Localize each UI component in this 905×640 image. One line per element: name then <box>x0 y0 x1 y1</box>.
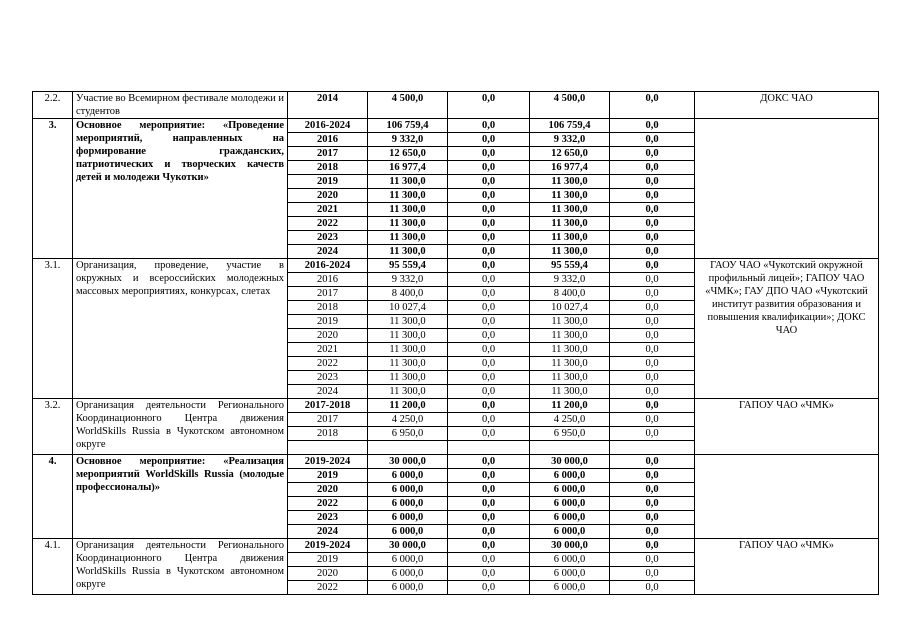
total-amount: 11 300,0 <box>368 329 448 343</box>
total-amount: 4 250,0 <box>368 413 448 427</box>
activity-name: Организация, проведение, участие в окружных и всероссийских молодежных массовых мероприятиях, конкурсах, слетах <box>73 259 288 399</box>
period: 2020 <box>288 483 368 497</box>
regional-amount: 11 300,0 <box>530 231 610 245</box>
other-amount: 0,0 <box>610 301 695 315</box>
other-amount: 0,0 <box>610 92 695 119</box>
total-amount: 11 300,0 <box>368 217 448 231</box>
regional-amount: 11 300,0 <box>530 217 610 231</box>
responsible-organization: ГАПОУ ЧАО «ЧМК» <box>695 539 879 595</box>
total-amount: 9 332,0 <box>368 273 448 287</box>
regional-amount: 6 000,0 <box>530 525 610 539</box>
total-amount: 11 300,0 <box>368 315 448 329</box>
period: 2017-2018 <box>288 399 368 413</box>
period <box>288 441 368 455</box>
budget-table <box>32 91 879 595</box>
other-amount: 0,0 <box>610 469 695 483</box>
federal-amount: 0,0 <box>448 245 530 259</box>
activity-name: Участие во Всемирном фестивале молодежи и студентов <box>73 92 288 119</box>
other-amount: 0,0 <box>610 427 695 441</box>
row-number: 3. <box>33 119 73 259</box>
period: 2019 <box>288 315 368 329</box>
other-amount: 0,0 <box>610 497 695 511</box>
other-amount: 0,0 <box>610 329 695 343</box>
other-amount: 0,0 <box>610 343 695 357</box>
total-amount: 6 000,0 <box>368 525 448 539</box>
responsible-organization: ГАПОУ ЧАО «ЧМК» <box>695 399 879 455</box>
regional-amount: 6 000,0 <box>530 497 610 511</box>
other-amount: 0,0 <box>610 385 695 399</box>
other-amount: 0,0 <box>610 455 695 469</box>
period: 2017 <box>288 413 368 427</box>
total-amount: 11 300,0 <box>368 245 448 259</box>
period: 2019-2024 <box>288 455 368 469</box>
federal-amount: 0,0 <box>448 189 530 203</box>
federal-amount: 0,0 <box>448 427 530 441</box>
other-amount: 0,0 <box>610 483 695 497</box>
other-amount: 0,0 <box>610 511 695 525</box>
total-amount: 6 000,0 <box>368 469 448 483</box>
regional-amount: 11 300,0 <box>530 385 610 399</box>
row-number: 2.2. <box>33 92 73 119</box>
regional-amount: 11 300,0 <box>530 343 610 357</box>
other-amount: 0,0 <box>610 357 695 371</box>
other-amount: 0,0 <box>610 217 695 231</box>
period: 2024 <box>288 245 368 259</box>
other-amount: 0,0 <box>610 273 695 287</box>
total-amount: 11 200,0 <box>368 399 448 413</box>
period: 2017 <box>288 287 368 301</box>
regional-amount: 11 300,0 <box>530 203 610 217</box>
total-amount: 6 000,0 <box>368 511 448 525</box>
regional-amount: 6 000,0 <box>530 483 610 497</box>
row-number: 3.1. <box>33 259 73 399</box>
regional-amount: 16 977,4 <box>530 161 610 175</box>
federal-amount: 0,0 <box>448 357 530 371</box>
other-amount: 0,0 <box>610 189 695 203</box>
total-amount: 95 559,4 <box>368 259 448 273</box>
activity-name: Организация деятельности Регионального Координационного Центра движения WorldSkills Russia в Чукотском автономном округе <box>73 399 288 455</box>
total-amount: 11 300,0 <box>368 175 448 189</box>
total-amount: 4 500,0 <box>368 92 448 119</box>
period: 2016 <box>288 273 368 287</box>
other-amount: 0,0 <box>610 567 695 581</box>
period: 2016-2024 <box>288 259 368 273</box>
other-amount: 0,0 <box>610 539 695 553</box>
federal-amount: 0,0 <box>448 385 530 399</box>
period: 2019 <box>288 553 368 567</box>
federal-amount: 0,0 <box>448 203 530 217</box>
total-amount: 11 300,0 <box>368 357 448 371</box>
other-amount: 0,0 <box>610 581 695 595</box>
other-amount: 0,0 <box>610 399 695 413</box>
regional-amount: 11 300,0 <box>530 371 610 385</box>
regional-amount: 30 000,0 <box>530 455 610 469</box>
other-amount: 0,0 <box>610 315 695 329</box>
federal-amount: 0,0 <box>448 371 530 385</box>
total-amount: 11 300,0 <box>368 385 448 399</box>
federal-amount: 0,0 <box>448 119 530 133</box>
regional-amount: 6 000,0 <box>530 469 610 483</box>
regional-amount: 11 300,0 <box>530 315 610 329</box>
federal-amount: 0,0 <box>448 455 530 469</box>
regional-amount: 8 400,0 <box>530 287 610 301</box>
regional-amount: 6 000,0 <box>530 581 610 595</box>
regional-amount: 6 000,0 <box>530 567 610 581</box>
row-number: 3.2. <box>33 399 73 455</box>
federal-amount: 0,0 <box>448 231 530 245</box>
total-amount: 11 300,0 <box>368 231 448 245</box>
other-amount: 0,0 <box>610 231 695 245</box>
total-amount: 12 650,0 <box>368 147 448 161</box>
total-amount: 11 300,0 <box>368 343 448 357</box>
total-amount: 11 300,0 <box>368 189 448 203</box>
period: 2023 <box>288 511 368 525</box>
regional-amount: 30 000,0 <box>530 539 610 553</box>
activity-name: Основное мероприятие: «Проведение мероприятий, направленных на формирование гражданских, патриотических и творческих качеств детей и молодежи Чукотки» <box>73 119 288 259</box>
other-amount: 0,0 <box>610 287 695 301</box>
row-number: 4. <box>33 455 73 539</box>
regional-amount: 11 200,0 <box>530 399 610 413</box>
total-amount: 30 000,0 <box>368 539 448 553</box>
period: 2022 <box>288 217 368 231</box>
federal-amount: 0,0 <box>448 525 530 539</box>
regional-amount: 95 559,4 <box>530 259 610 273</box>
federal-amount: 0,0 <box>448 581 530 595</box>
period: 2022 <box>288 581 368 595</box>
regional-amount: 4 500,0 <box>530 92 610 119</box>
federal-amount: 0,0 <box>448 567 530 581</box>
period: 2023 <box>288 371 368 385</box>
other-amount: 0,0 <box>610 371 695 385</box>
federal-amount: 0,0 <box>448 511 530 525</box>
other-amount <box>610 441 695 455</box>
responsible-organization: ДОКС ЧАО <box>695 92 879 119</box>
other-amount: 0,0 <box>610 119 695 133</box>
period: 2020 <box>288 329 368 343</box>
federal-amount: 0,0 <box>448 413 530 427</box>
regional-amount: 11 300,0 <box>530 175 610 189</box>
period: 2021 <box>288 203 368 217</box>
period: 2014 <box>288 92 368 119</box>
period: 2020 <box>288 189 368 203</box>
period: 2016 <box>288 133 368 147</box>
federal-amount <box>448 441 530 455</box>
table-row <box>33 259 879 273</box>
federal-amount: 0,0 <box>448 161 530 175</box>
federal-amount: 0,0 <box>448 92 530 119</box>
period: 2016-2024 <box>288 119 368 133</box>
federal-amount: 0,0 <box>448 287 530 301</box>
other-amount: 0,0 <box>610 203 695 217</box>
federal-amount: 0,0 <box>448 469 530 483</box>
federal-amount: 0,0 <box>448 273 530 287</box>
regional-amount <box>530 441 610 455</box>
period: 2023 <box>288 231 368 245</box>
responsible-organization <box>695 119 879 259</box>
regional-amount: 6 950,0 <box>530 427 610 441</box>
regional-amount: 12 650,0 <box>530 147 610 161</box>
total-amount: 6 000,0 <box>368 553 448 567</box>
period: 2022 <box>288 497 368 511</box>
regional-amount: 11 300,0 <box>530 357 610 371</box>
federal-amount: 0,0 <box>448 329 530 343</box>
federal-amount: 0,0 <box>448 147 530 161</box>
regional-amount: 11 300,0 <box>530 189 610 203</box>
federal-amount: 0,0 <box>448 399 530 413</box>
activity-name: Основное мероприятие: «Реализация мероприятий WorldSkills Russia (молодые профессионалы)» <box>73 455 288 539</box>
total-amount: 11 300,0 <box>368 203 448 217</box>
total-amount <box>368 441 448 455</box>
federal-amount: 0,0 <box>448 259 530 273</box>
regional-amount: 4 250,0 <box>530 413 610 427</box>
total-amount: 8 400,0 <box>368 287 448 301</box>
table-row <box>33 119 879 133</box>
total-amount: 11 300,0 <box>368 371 448 385</box>
period: 2021 <box>288 343 368 357</box>
table-row <box>33 539 879 553</box>
period: 2019-2024 <box>288 539 368 553</box>
federal-amount: 0,0 <box>448 315 530 329</box>
federal-amount: 0,0 <box>448 301 530 315</box>
regional-amount: 10 027,4 <box>530 301 610 315</box>
total-amount: 6 000,0 <box>368 581 448 595</box>
table-row <box>33 399 879 413</box>
table-body <box>33 92 879 595</box>
row-number: 4.1. <box>33 539 73 595</box>
period: 2018 <box>288 161 368 175</box>
regional-amount: 9 332,0 <box>530 273 610 287</box>
federal-amount: 0,0 <box>448 343 530 357</box>
other-amount: 0,0 <box>610 133 695 147</box>
total-amount: 6 000,0 <box>368 483 448 497</box>
federal-amount: 0,0 <box>448 483 530 497</box>
federal-amount: 0,0 <box>448 217 530 231</box>
other-amount: 0,0 <box>610 245 695 259</box>
federal-amount: 0,0 <box>448 539 530 553</box>
federal-amount: 0,0 <box>448 553 530 567</box>
regional-amount: 11 300,0 <box>530 329 610 343</box>
period: 2018 <box>288 301 368 315</box>
total-amount: 30 000,0 <box>368 455 448 469</box>
period: 2024 <box>288 525 368 539</box>
regional-amount: 6 000,0 <box>530 553 610 567</box>
total-amount: 10 027,4 <box>368 301 448 315</box>
other-amount: 0,0 <box>610 553 695 567</box>
other-amount: 0,0 <box>610 525 695 539</box>
period: 2019 <box>288 175 368 189</box>
responsible-organization <box>695 455 879 539</box>
total-amount: 6 950,0 <box>368 427 448 441</box>
other-amount: 0,0 <box>610 147 695 161</box>
period: 2017 <box>288 147 368 161</box>
total-amount: 6 000,0 <box>368 497 448 511</box>
regional-amount: 6 000,0 <box>530 511 610 525</box>
period: 2020 <box>288 567 368 581</box>
responsible-organization: ГАОУ ЧАО «Чукотский окружной профильный лицей»; ГАПОУ ЧАО «ЧМК»; ГАУ ДПО ЧАО «Чукотский институт развития образования и повышения квалификации»; ДОКС ЧАО <box>695 259 879 399</box>
other-amount: 0,0 <box>610 175 695 189</box>
period: 2018 <box>288 427 368 441</box>
other-amount: 0,0 <box>610 259 695 273</box>
total-amount: 9 332,0 <box>368 133 448 147</box>
table-row <box>33 455 879 469</box>
regional-amount: 9 332,0 <box>530 133 610 147</box>
regional-amount: 106 759,4 <box>530 119 610 133</box>
period: 2024 <box>288 385 368 399</box>
other-amount: 0,0 <box>610 413 695 427</box>
federal-amount: 0,0 <box>448 133 530 147</box>
regional-amount: 11 300,0 <box>530 245 610 259</box>
activity-name: Организация деятельности Регионального Координационного Центра движения WorldSkills Russia в Чукотском автономном округе <box>73 539 288 595</box>
total-amount: 16 977,4 <box>368 161 448 175</box>
table-row <box>33 92 879 119</box>
federal-amount: 0,0 <box>448 175 530 189</box>
federal-amount: 0,0 <box>448 497 530 511</box>
period: 2022 <box>288 357 368 371</box>
total-amount: 6 000,0 <box>368 567 448 581</box>
total-amount: 106 759,4 <box>368 119 448 133</box>
other-amount: 0,0 <box>610 161 695 175</box>
period: 2019 <box>288 469 368 483</box>
